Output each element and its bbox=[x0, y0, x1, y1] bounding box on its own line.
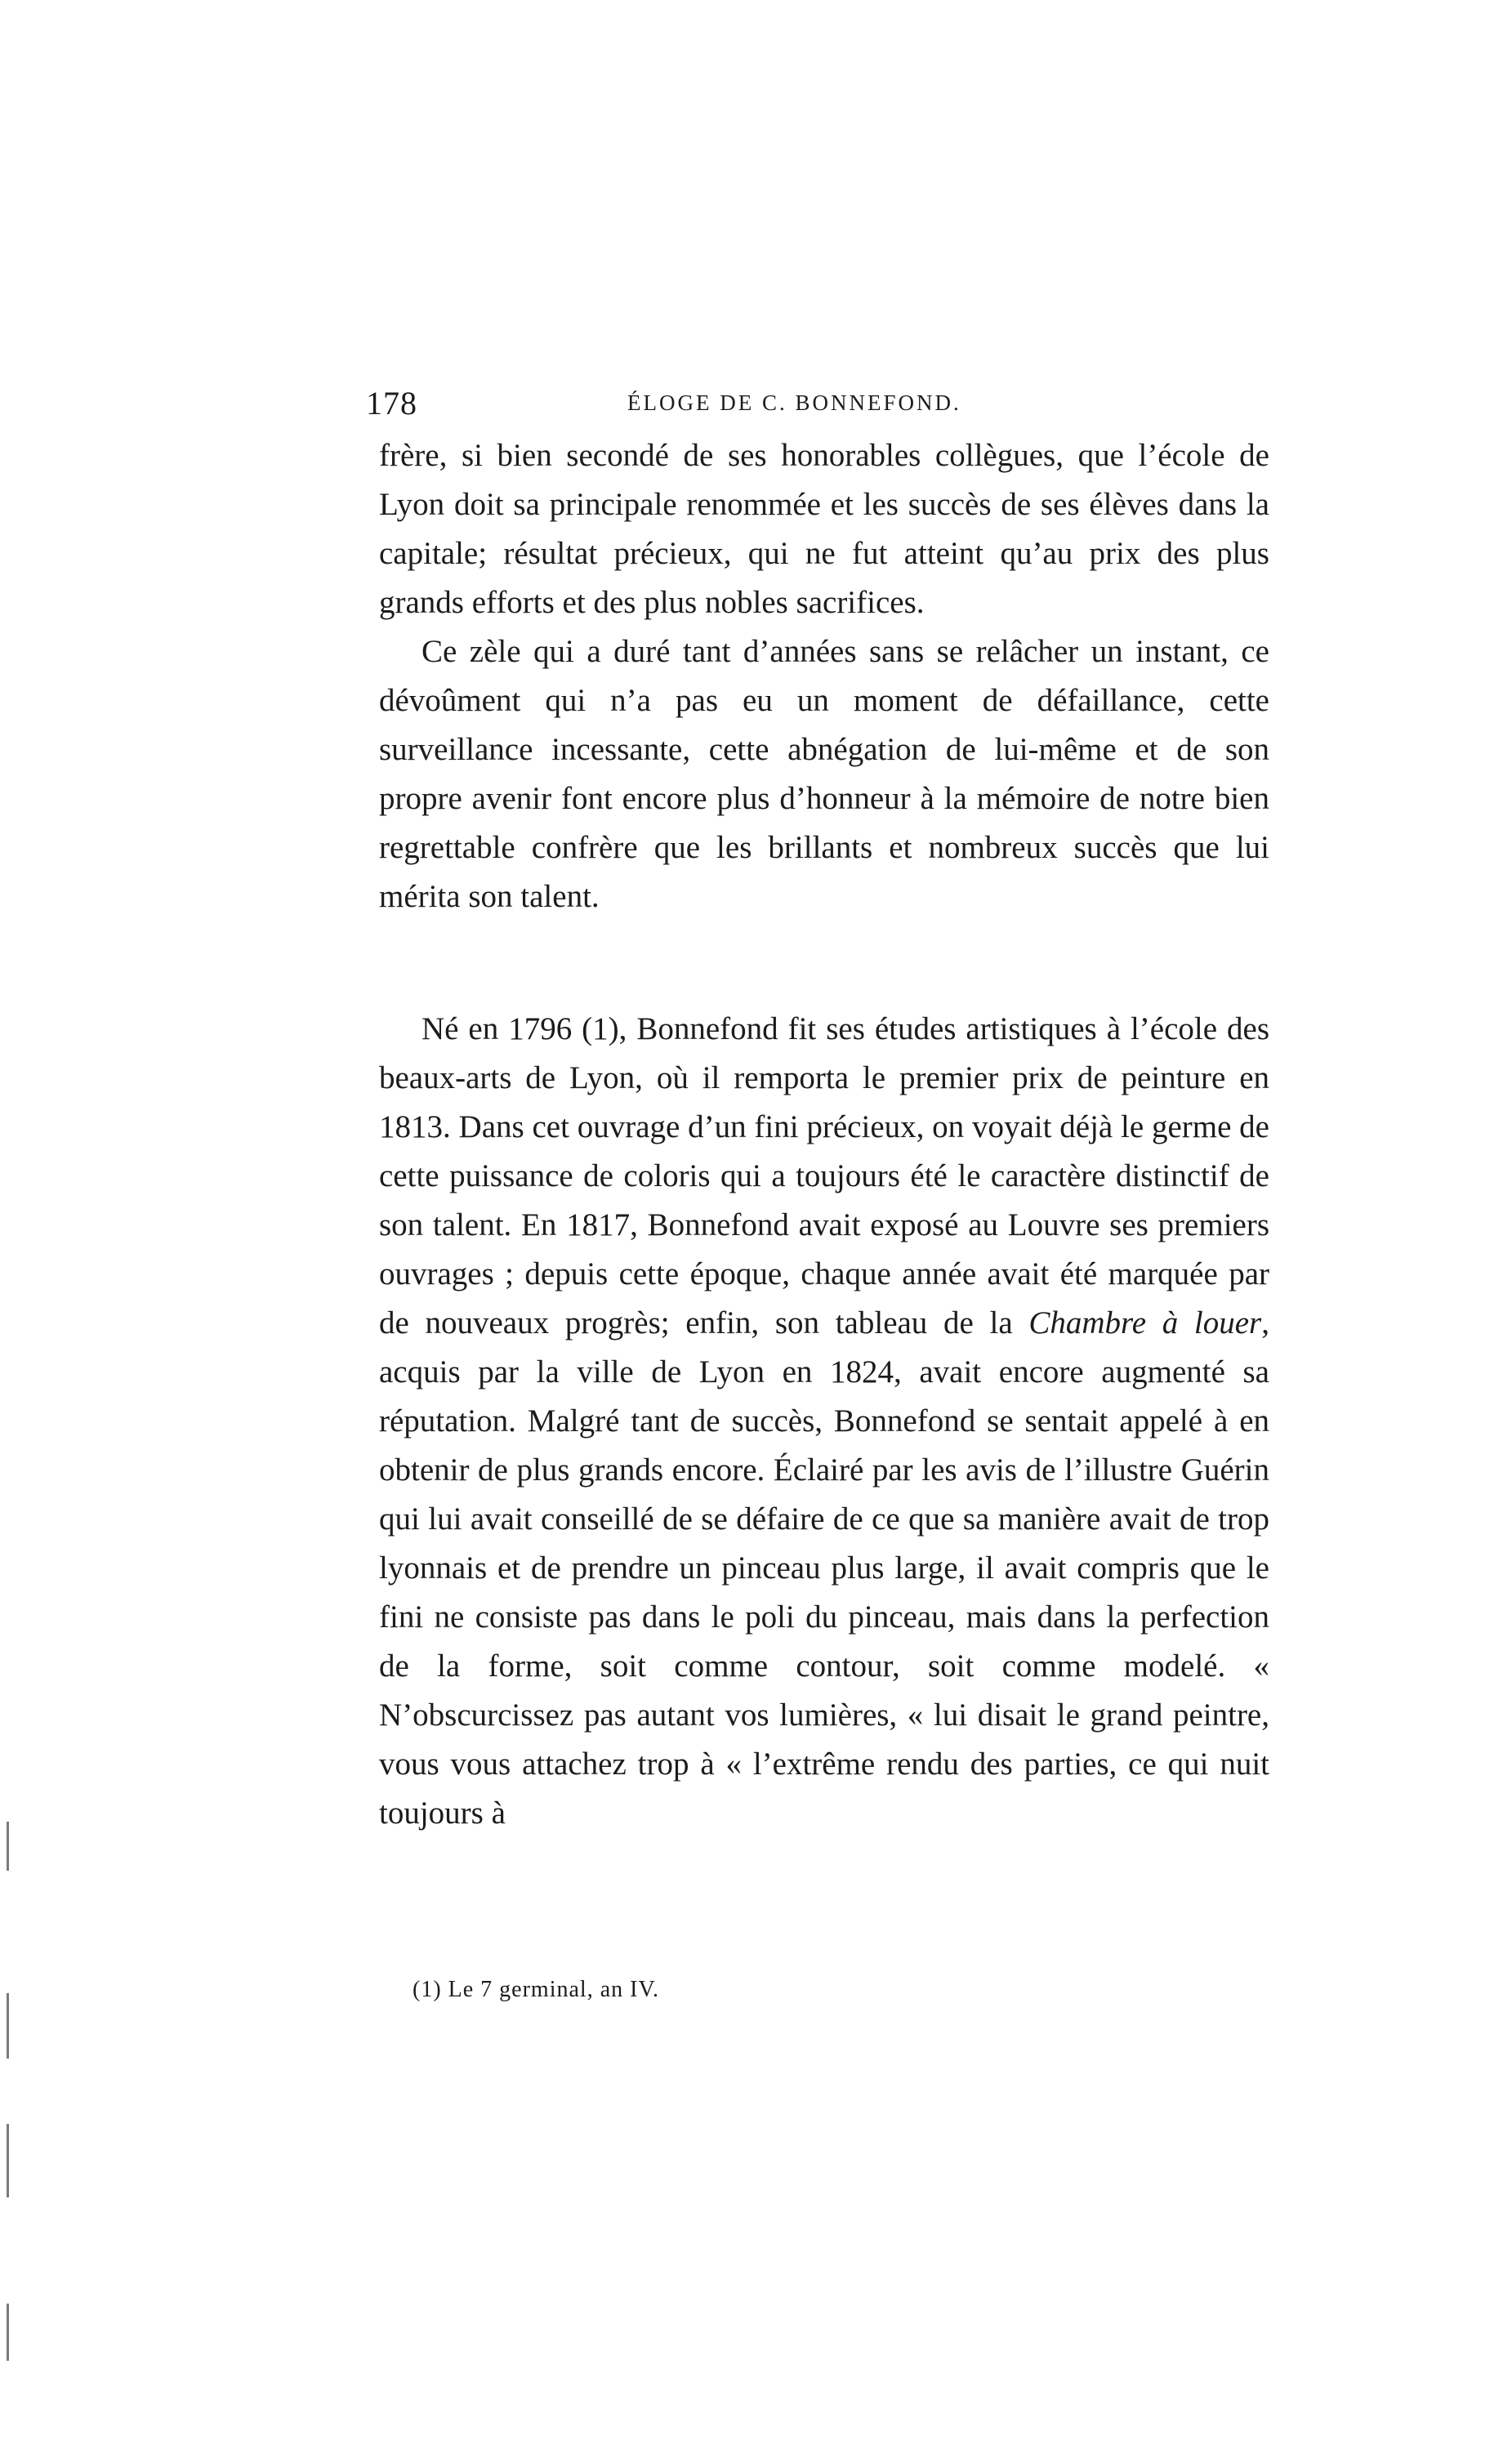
painting-title-italic: Chambre à louer bbox=[1028, 1305, 1262, 1340]
paragraph-biography-part-a: Né en 1796 (1), Bonnefond fit ses études artistiques à l’école des beaux-arts de Lyon, où il remporta le premier prix de peinture en 1813. Dans cet ouvrage d’un fini précieux, on voyait déjà le germe de cette puissance de coloris qui a toujours été le caractère distinctif de son talent. En 1817, Bonnefond avait exposé au Louvre ses premiers ouvrages ; depuis cette époque, chaque année avait été marquée par de nouveaux progrès; enfin, son tableau de la bbox=[379, 1011, 1269, 1340]
page-number: 178 bbox=[366, 385, 417, 422]
body-text-biography bbox=[379, 1005, 1269, 1838]
scan-margin-mark bbox=[7, 2124, 9, 2197]
body-text-top bbox=[379, 431, 1269, 921]
scan-margin-mark bbox=[7, 1822, 9, 1871]
scan-margin-mark bbox=[7, 2304, 9, 2361]
paragraph-biography bbox=[379, 1005, 1269, 1838]
running-title: ÉLOGE DE C. BONNEFOND. bbox=[627, 390, 961, 415]
scan-margin-mark bbox=[7, 1993, 9, 2059]
footnote: (1) Le 7 germinal, an IV. bbox=[413, 1977, 660, 2002]
paragraph-continuation: frère, si bien secondé de ses honorables collègues, que l’école de Lyon doit sa principale renommée et les succès de ses élèves dans la capitale; résultat précieux, qui ne fut atteint qu’au prix des plus grands efforts et des plus nobles sacrifices. bbox=[379, 438, 1269, 620]
running-head bbox=[366, 384, 1273, 433]
paragraph-biography-part-b: , acquis par la ville de Lyon en 1824, avait encore augmenté sa réputation. Malgré tant de succès, Bonnefond se sentait appelé à en obtenir de plus grands encore. Éclairé par les avis de l’illustre Guérin qui lui avait conseillé de se défaire de ce que sa manière avait de trop lyonnais et de prendre un pinceau plus large, il avait compris que le fini ne consiste pas dans le poli du pinceau, mais dans la perfection de la forme, soit comme contour, soit comme modelé. « N’obscurcissez pas autant vos lumières, « lui disait le grand peintre, vous vous attachez trop à « l’extrême rendu des parties, ce qui nuit toujours à bbox=[379, 1305, 1269, 1831]
paragraph-zele: Ce zèle qui a duré tant d’années sans se relâcher un instant, ce dévoûment qui n’a pas eu un moment de défaillance, cette surveillance incessante, cette abnégation de lui-même et de son propre avenir font encore plus d’honneur à la mémoire de notre bien regrettable confrère que les brillants et nombreux succès que lui mérita son talent. bbox=[379, 634, 1269, 914]
